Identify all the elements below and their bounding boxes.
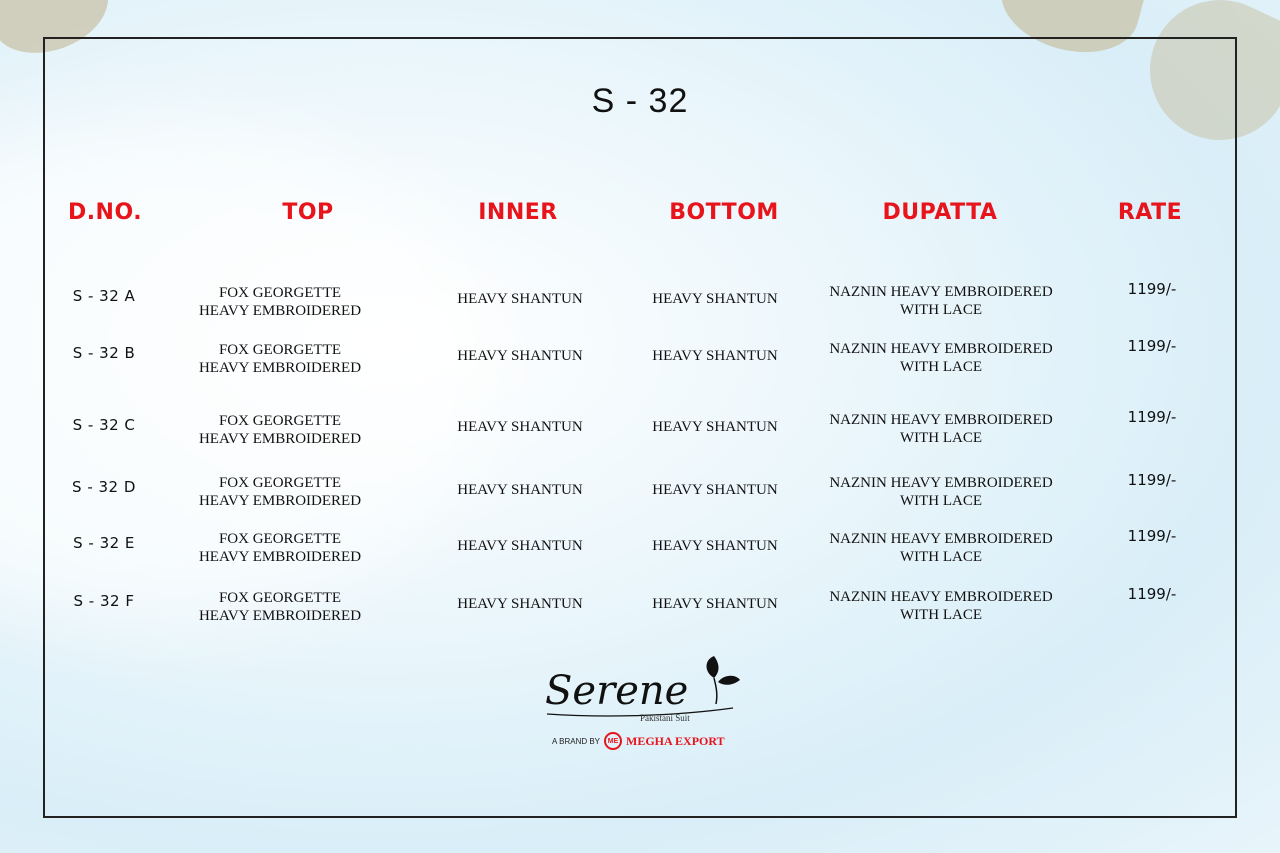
leaf-icon [700,654,742,706]
design-number: S - 32 C [72,416,136,434]
dupatta-line2: WITH LACE [899,607,983,623]
dupatta-fabric [815,283,1067,319]
rate-value: 1199/- [1127,280,1177,298]
top-fabric [180,530,380,566]
dupatta-line1: NAZNIN HEAVY EMBROIDERED [829,531,1053,547]
rate-value: 1199/- [1127,527,1177,545]
bottom-fabric: HEAVY SHANTUN [652,482,778,498]
design-number: S - 32 B [72,344,136,362]
design-number: S - 32 E [73,534,135,552]
bottom-fabric: HEAVY SHANTUN [652,419,778,435]
dupatta-line2: WITH LACE [899,493,983,509]
dupatta-line1: NAZNIN HEAVY EMBROIDERED [829,412,1053,428]
inner-fabric: HEAVY SHANTUN [457,348,583,364]
inner-fabric: HEAVY SHANTUN [457,596,583,612]
inner-fabric: HEAVY SHANTUN [457,538,583,554]
rate-value: 1199/- [1127,337,1177,355]
dupatta-fabric [815,340,1067,376]
top-fabric [180,474,380,510]
inner-fabric: HEAVY SHANTUN [457,419,583,435]
bottom-fabric: HEAVY SHANTUN [652,538,778,554]
top-fabric-line2: HEAVY EMBROIDERED [198,493,362,509]
top-fabric-line1: FOX GEORGETTE [218,531,342,547]
header-rate: RATE [1117,200,1183,225]
top-fabric [180,589,380,625]
top-fabric-line1: FOX GEORGETTE [218,475,342,491]
brand-name: MEGHA EXPORT [626,733,725,748]
design-number: S - 32 A [72,287,136,305]
dupatta-fabric [815,530,1067,566]
top-fabric [180,341,380,377]
header-bottom: BOTTOM [669,200,779,225]
top-fabric-line2: HEAVY EMBROIDERED [198,608,362,624]
dupatta-line2: WITH LACE [899,359,983,375]
dupatta-line1: NAZNIN HEAVY EMBROIDERED [829,475,1053,491]
dupatta-line1: NAZNIN HEAVY EMBROIDERED [829,589,1053,605]
serene-logo-text: Serene [545,668,689,714]
top-fabric-line2: HEAVY EMBROIDERED [198,360,362,376]
header-dupatta: DUPATTA [882,200,998,225]
brand-credit [552,732,725,750]
megha-export-mark-icon: ME [604,732,622,750]
rate-value: 1199/- [1127,408,1177,426]
design-number: S - 32 F [73,592,135,610]
design-number: S - 32 D [72,478,136,496]
top-fabric [180,284,380,320]
bottom-fabric: HEAVY SHANTUN [652,291,778,307]
top-fabric-line2: HEAVY EMBROIDERED [198,549,362,565]
logo-subtitle: Pakistani Suit [640,713,690,723]
header-dno: D.NO. [67,200,143,225]
rate-value: 1199/- [1127,585,1177,603]
top-fabric [180,412,380,448]
dupatta-fabric [815,588,1067,624]
top-fabric-line1: FOX GEORGETTE [218,342,342,358]
header-inner: INNER [478,200,558,225]
catalog-title: S - 32 [591,82,689,120]
dupatta-line1: NAZNIN HEAVY EMBROIDERED [829,341,1053,357]
top-fabric-line1: FOX GEORGETTE [218,590,342,606]
brand-by-text: A BRAND BY [552,736,601,746]
top-fabric-line2: HEAVY EMBROIDERED [198,303,362,319]
bottom-fabric: HEAVY SHANTUN [652,596,778,612]
dupatta-fabric [815,474,1067,510]
rate-value: 1199/- [1127,471,1177,489]
dupatta-fabric [815,411,1067,447]
top-fabric-line1: FOX GEORGETTE [218,285,342,301]
dupatta-line2: WITH LACE [899,549,983,565]
inner-fabric: HEAVY SHANTUN [457,291,583,307]
dupatta-line2: WITH LACE [899,302,983,318]
header-top: TOP [282,200,334,225]
inner-fabric: HEAVY SHANTUN [457,482,583,498]
dupatta-line2: WITH LACE [899,430,983,446]
bottom-fabric: HEAVY SHANTUN [652,348,778,364]
dupatta-line1: NAZNIN HEAVY EMBROIDERED [829,284,1053,300]
top-fabric-line1: FOX GEORGETTE [218,413,342,429]
top-fabric-line2: HEAVY EMBROIDERED [198,431,362,447]
